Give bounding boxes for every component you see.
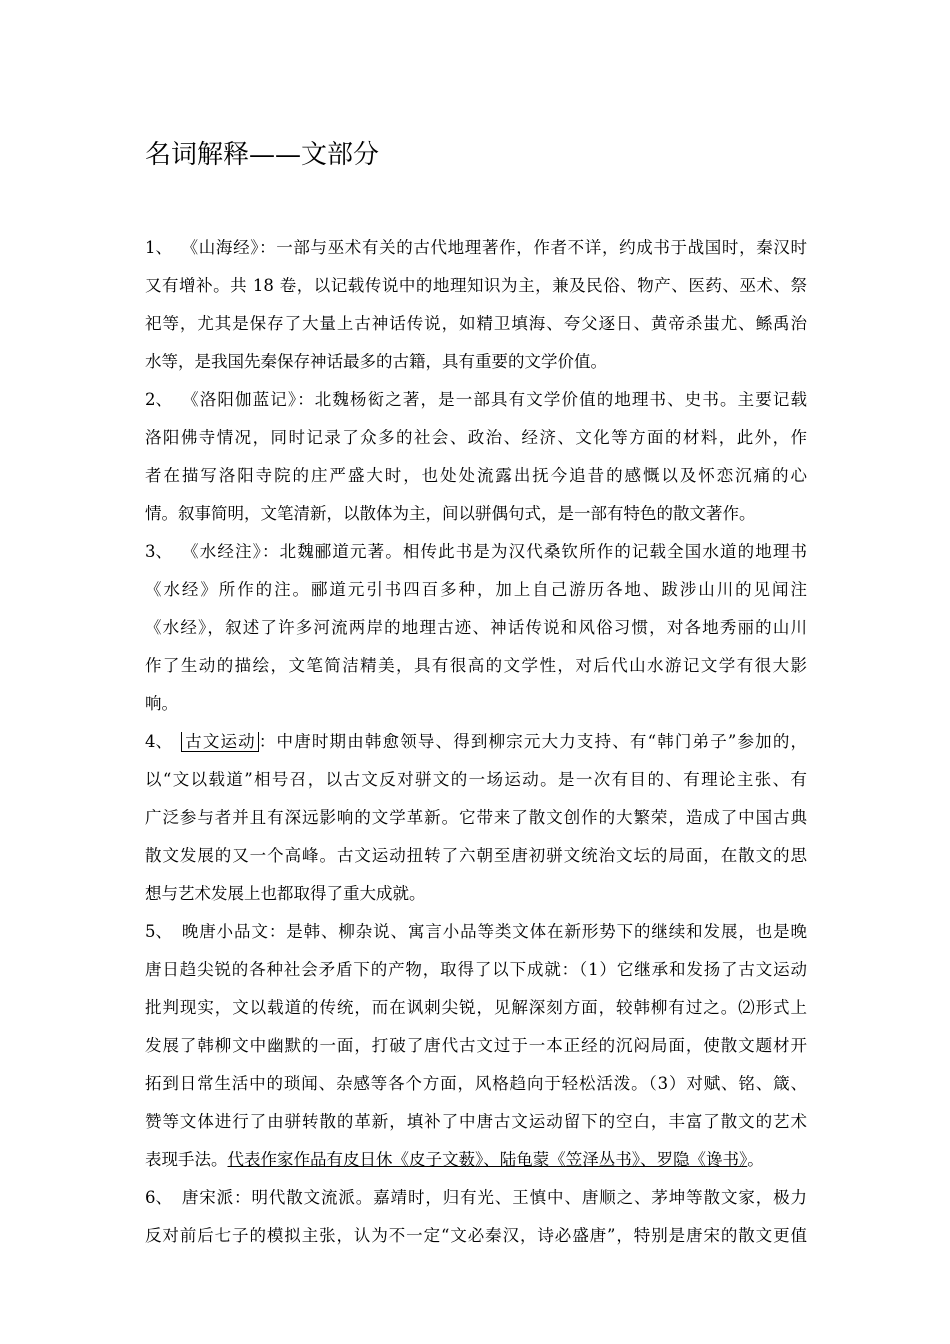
entry-3-line-1: 3、 《水经注》：北魏郦道元著。相传此书是为汉代桑钦所作的记载全国水道的地理书 [145, 542, 807, 561]
entry-5-line-3: 批判现实，文以载道的传统，而在讽刺尖锐，见解深刻方面，较韩柳有过之。⑵形式上 [145, 998, 807, 1017]
entry-number: 2、 [145, 390, 172, 409]
entry-number: 4、 [145, 732, 172, 751]
page-title: 名词解释——文部分 [145, 140, 380, 170]
entry-number: 5、 [145, 922, 172, 941]
entry-number: 1、 [145, 238, 172, 257]
entry-5-line-5: 拓到日常生活中的琐闻、杂感等各个方面，风格趋向于轻松活泼。（3）对赋、铭、箴、 [145, 1074, 807, 1093]
entry-2-line-1: 2、 《洛阳伽蓝记》：北魏杨衒之著，是一部具有文学价值的地理书、史书。主要记载 [145, 390, 807, 409]
boxed-term: 古文运动 [181, 732, 259, 752]
underlined-text: 代表作家作品有皮日休《皮子文薮》、陆龟蒙《笠泽丛书》、罗隐《谗书》 [227, 1150, 748, 1169]
entry-1-line-1: 1、 《山海经》：一部与巫术有关的古代地理著作，作者不详，约成书于战国时，秦汉时 [145, 238, 807, 257]
entry-number: 6、 [145, 1188, 172, 1207]
entry-3-line-4: 作了生动的描绘，文笔简洁精美，具有很高的文学性，对后代山水游记文学有很大影 [145, 656, 807, 675]
entry-3-line-5: 响。 [145, 694, 178, 713]
entry-2-line-3: 者在描写洛阳寺院的庄严盛大时，也处处流露出抚今追昔的感慨以及怀恋沉痛的心 [145, 466, 807, 485]
entry-2-line-4: 情。叙事简明，文笔清新，以散体为主，间以骈偶句式，是一部有特色的散文著作。 [145, 504, 756, 523]
entry-5-line-6: 赞等文体进行了由骈转散的革新，填补了中唐古文运动留下的空白，丰富了散文的艺术 [145, 1112, 807, 1131]
entry-4-line-2: 以“文以载道”相号召，以古文反对骈文的一场运动。是一次有目的、有理论主张、有 [145, 770, 807, 789]
entry-5-line-7: 表现手法。代表作家作品有皮日休《皮子文薮》、陆龟蒙《笠泽丛书》、罗隐《谗书》。 [145, 1150, 764, 1169]
entry-4-line-1: 4、 古文运动 ：中唐时期由韩愈领导、得到柳宗元大力支持、有“韩门弟子”参加的， [145, 732, 807, 751]
entry-1-line-2: 又有增补。共 18 卷，以记载传说中的地理知识为主，兼及民俗、物产、医药、巫术、祭 [145, 276, 807, 295]
entry-6-line-1: 6、 唐宋派：明代散文流派。嘉靖时，归有光、王慎中、唐顺之、茅坤等散文家，极力 [145, 1188, 807, 1207]
entry-1-line-4: 水等，是我国先秦保存神话最多的古籍，具有重要的文学价值。 [145, 352, 607, 371]
entry-5-line-2: 唐日趋尖锐的各种社会矛盾下的产物，取得了以下成就：（1）它继承和发扬了古文运动 [145, 960, 807, 979]
entry-4-line-3: 广泛参与者并且有深远影响的文学革新。它带来了散文创作的大繁荣，造成了中国古典 [145, 808, 807, 827]
entry-6-line-2: 反对前后七子的模拟主张，认为不一定“文必秦汉，诗必盛唐”，特别是唐宋的散文更值 [145, 1226, 807, 1245]
entry-number: 3、 [145, 542, 172, 561]
entry-5-line-1: 5、 晚唐小品文：是韩、柳杂说、寓言小品等类文体在新形势下的继续和发展，也是晚 [145, 922, 807, 941]
entry-3-line-2: 《水经》所作的注。郦道元引书四百多种，加上自己游历各地、跋涉山川的见闻注 [145, 580, 807, 599]
entry-4-line-5: 想与艺术发展上也都取得了重大成就。 [145, 884, 426, 903]
entry-4-line-4: 散文发展的又一个高峰。古文运动扭转了六朝至唐初骈文统治文坛的局面，在散文的思 [145, 846, 807, 865]
entry-1-line-3: 祀等，尤其是保存了大量上古神话传说，如精卫填海、夸父逐日、黄帝杀蚩尤、鲧禹治 [145, 314, 807, 333]
entry-2-line-2: 洛阳佛寺情况，同时记录了众多的社会、政治、经济、文化等方面的材料，此外，作 [145, 428, 807, 447]
entry-5-line-4: 发展了韩柳文中幽默的一面，打破了唐代古文过于一本正经的沉闷局面，使散文题材开 [145, 1036, 807, 1055]
entry-3-line-3: 《水经》，叙述了许多河流两岸的地理古迹、神话传说和风俗习惯，对各地秀丽的山川 [145, 618, 807, 637]
